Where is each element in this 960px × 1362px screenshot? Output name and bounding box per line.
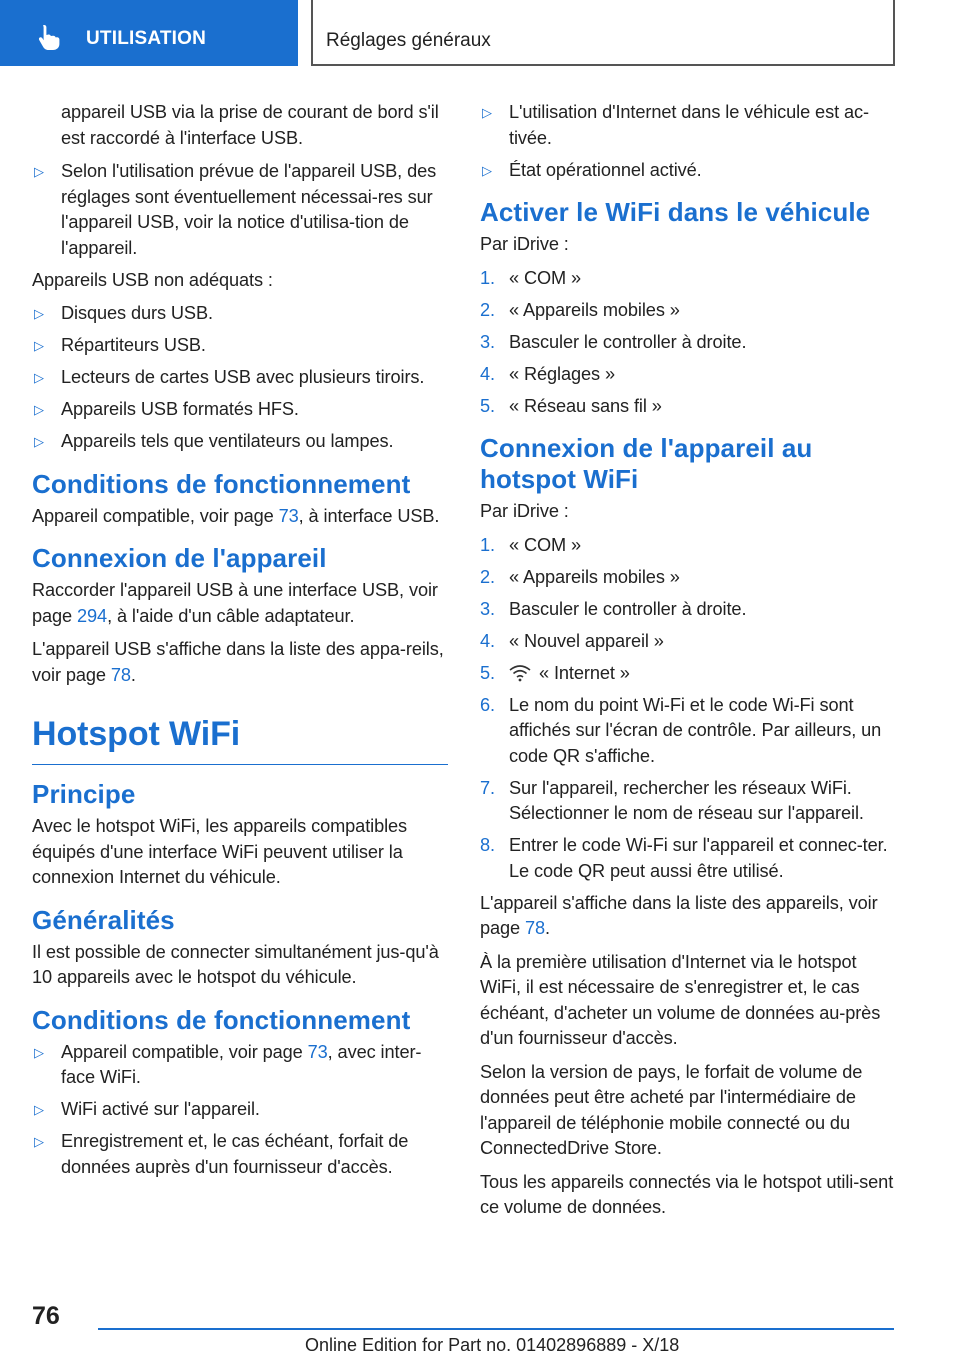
unsuitable-intro: Appareils USB non adéquats : — [32, 269, 273, 290]
heading-principe: Principe — [32, 779, 136, 809]
chapter-tab — [0, 0, 298, 66]
list-item: 5. « Réseau sans fil » — [480, 395, 662, 416]
paragraph: L'appareil s'affiche dans la liste des appareils, voir page 78. — [480, 892, 878, 938]
list-item: 8. Entrer le code Wi-Fi sur l'appareil et connec-ter. Le code QR peut aussi être utilisé. — [480, 835, 888, 881]
paragraph: Par iDrive : — [480, 501, 569, 521]
paragraph: L'appareil USB s'affiche dans la liste des appa-reils, voir page 78. — [32, 639, 444, 685]
list-item: 3. Basculer le controller à droite. — [480, 598, 747, 619]
unsuitable-list — [32, 301, 448, 455]
paragraph: Avec le hotspot WiFi, les appareils compatibles équipés d'une interface WiFi peuvent utiliser la connexion Internet du véhicule. — [32, 816, 408, 887]
heading-activer-wifi: Activer le WiFi dans le véhicule — [480, 197, 871, 227]
list-item: 3. Basculer le controller à droite. — [480, 331, 747, 352]
list-item: ▷ Appareil compatible, voir page 73, avec inter-face WiFi. — [32, 1040, 448, 1091]
list-item: 7. Sur l'appareil, rechercher les réseaux WiFi. Sélectionner le nom de réseau sur l'appareil. — [480, 777, 864, 823]
paragraph: Par iDrive : — [480, 234, 569, 254]
list-item: ▷ Enregistrement et, le cas échéant, forfait de données auprès d'un fournisseur d'accès. — [32, 1129, 448, 1180]
page-link[interactable]: 78 — [110, 664, 131, 685]
list-item: ▷ Répartiteurs USB. — [32, 333, 448, 359]
footer-divider — [98, 1328, 894, 1330]
left-column — [32, 100, 448, 1187]
list-item: ▷ L'utilisation d'Internet dans le véhicule est ac-tivée. — [480, 100, 896, 151]
page-link[interactable]: 73 — [307, 1041, 328, 1062]
bullet-list — [32, 1040, 448, 1181]
bullet-list — [32, 159, 448, 261]
heading-conditions: Conditions de fonctionnement — [32, 1004, 411, 1035]
list-item: 2. « Appareils mobiles » — [480, 566, 680, 587]
list-item: 4. « Réglages » — [480, 363, 615, 384]
chapter-label: UTILISATION — [86, 28, 207, 49]
wifi-icon — [509, 664, 531, 682]
heading-connexion-hotspot: Connexion de l'appareil au hotspot WiFi — [480, 433, 813, 494]
paragraph: Selon la version de pays, le forfait de volume de données peut être acheté par l'intermédiaire de l'appareil de téléphonie mobile connecté ou du ConnectedDrive Store. — [480, 1061, 863, 1158]
list-item: ▷ Lecteurs de cartes USB avec plusieurs tiroirs. — [32, 365, 448, 391]
hand-pointer-icon — [34, 22, 64, 52]
list-item: ▷ WiFi activé sur l'appareil. — [32, 1097, 448, 1123]
list-item: ▷ Selon l'utilisation prévue de l'appareil USB, des réglages sont éventuellement nécessai-res sur l'appareil USB, voir la notice d'utilisa-tion de l'appareil. — [32, 159, 448, 261]
list-item: 1. « COM » — [480, 534, 582, 555]
paragraph: À la première utilisation d'Internet via le hotspot WiFi, il est nécessaire de s'enregistrer et, le cas échéant, d'acheter un volume de données au-près d'un fournisseur d'accès. — [480, 951, 881, 1048]
paragraph: Il est possible de connecter simultanément jus-qu'à 10 appareils avec le hotspot du véhicule. — [32, 941, 439, 987]
page-number: 76 — [32, 1302, 60, 1330]
page-link[interactable]: 73 — [278, 505, 299, 526]
heading-hotspot: Hotspot WiFi — [32, 714, 448, 765]
steps-list — [480, 533, 896, 885]
list-item: 5. « Internet » — [480, 662, 630, 683]
paragraph: Raccorder l'appareil USB à une interface USB, voir page 294, à l'aide d'un câble adaptateur. — [32, 580, 438, 626]
page-link[interactable]: 294 — [77, 605, 108, 626]
right-column — [480, 100, 896, 1229]
continued-paragraph: appareil USB via la prise de courant de bord s'il est raccordé à l'interface USB. — [61, 102, 439, 148]
steps-list — [480, 266, 896, 420]
heading-conditions: Conditions de fonctionnement — [32, 468, 411, 499]
list-item: 4. « Nouvel appareil » — [480, 630, 664, 651]
page-link[interactable]: 78 — [525, 918, 546, 938]
heading-generalites: Généralités — [32, 904, 175, 935]
bullet-list — [480, 100, 896, 183]
section-title: Réglages généraux — [326, 30, 491, 51]
paragraph: Appareil compatible, voir page 73, à interface USB. — [32, 505, 440, 526]
list-item: 2. « Appareils mobiles » — [480, 299, 680, 320]
list-item: 6. Le nom du point Wi-Fi et le code Wi-Fi sont affichés sur l'écran de contrôle. Par ailleurs, un code QR s'affiche. — [480, 694, 882, 766]
list-item: ▷ Appareils tels que ventilateurs ou lampes. — [32, 429, 448, 455]
list-item: ▷ Appareils USB formatés HFS. — [32, 397, 448, 423]
list-item: 1. « COM » — [480, 267, 582, 288]
paragraph: Tous les appareils connectés via le hotspot utili-sent ce volume de données. — [480, 1171, 894, 1217]
list-item: ▷ Disques durs USB. — [32, 301, 448, 327]
footer-edition: Online Edition for Part no. 01402896889 - X/18 — [305, 1335, 680, 1355]
heading-connexion: Connexion de l'appareil — [32, 543, 327, 573]
list-item: ▷ État opérationnel activé. — [480, 158, 896, 184]
